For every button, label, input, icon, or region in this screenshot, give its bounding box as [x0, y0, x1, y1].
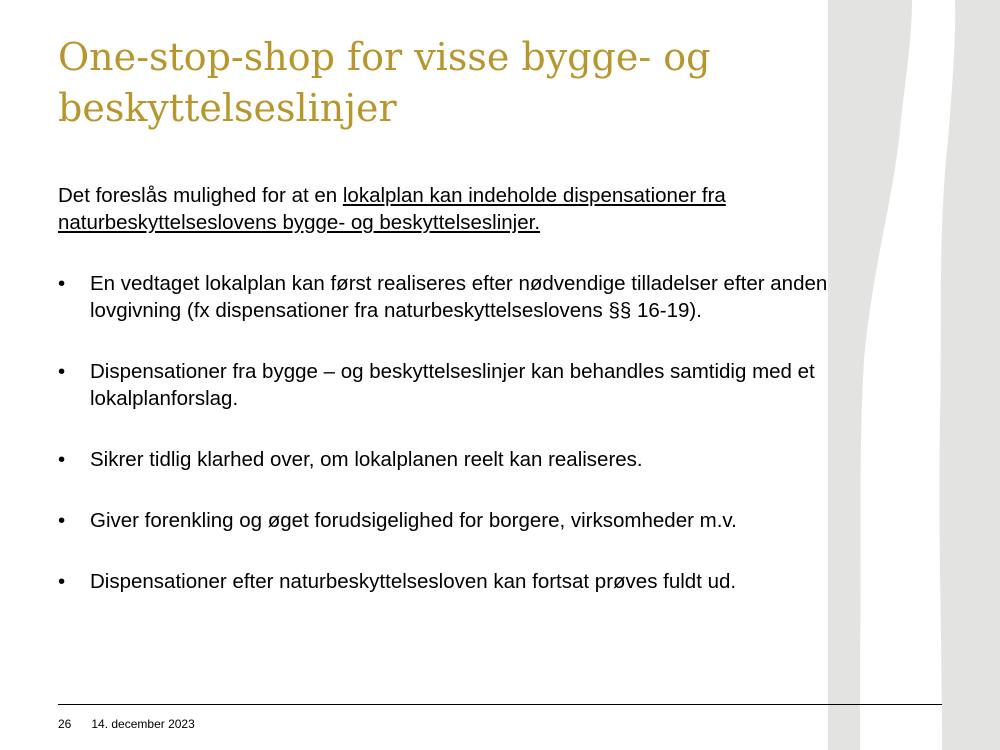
decoration-shape-right — [939, 0, 1000, 750]
bullet-text: En vedtaget lokalplan kan først realiseres efter nødvendige tilladelser efter anden lovgivning (fx dispensationer fra naturbeskyttelseslovens §§ 16-19). — [90, 272, 828, 322]
slide-content — [58, 182, 918, 629]
bullet-icon: • — [58, 448, 66, 471]
intro-paragraph — [58, 182, 918, 236]
footer-date: 14. december 2023 — [91, 717, 195, 731]
bullet-text: Dispensationer efter naturbeskyttelsesloven kan fortsat prøves fuldt ud. — [90, 570, 737, 593]
bullet-item — [58, 568, 918, 595]
bullet-text: Dispensationer fra bygge – og beskyttelseslinjer kan behandles samtidig med et lokalplanforslag. — [90, 360, 815, 410]
bullet-list — [58, 270, 918, 595]
bullet-text: Giver forenkling og øget forudsigelighed for borgere, virksomheder m.v. — [90, 509, 737, 532]
slide-title: One-stop-shop for visse bygge- og beskyttelseslinjer — [58, 35, 711, 130]
intro-underlined-text: lokalplan kan indeholde dispensationer fra naturbeskyttelseslovens bygge- og beskyttelseslinjer. — [58, 184, 726, 234]
bullet-icon: • — [58, 272, 66, 295]
bullet-icon: • — [58, 360, 66, 383]
bullet-item — [58, 507, 918, 534]
bullet-item — [58, 270, 918, 324]
bullet-icon: • — [58, 509, 66, 532]
footer — [58, 717, 195, 731]
intro-text: Det foreslås mulighed for at en — [58, 184, 343, 207]
bullet-item — [58, 446, 918, 473]
bullet-item — [58, 358, 918, 412]
bullet-text: Sikrer tidlig klarhed over, om lokalplanen reelt kan realiseres. — [90, 448, 643, 471]
bullet-icon: • — [58, 570, 66, 593]
page-number: 26 — [58, 717, 72, 731]
footer-divider — [58, 704, 942, 705]
